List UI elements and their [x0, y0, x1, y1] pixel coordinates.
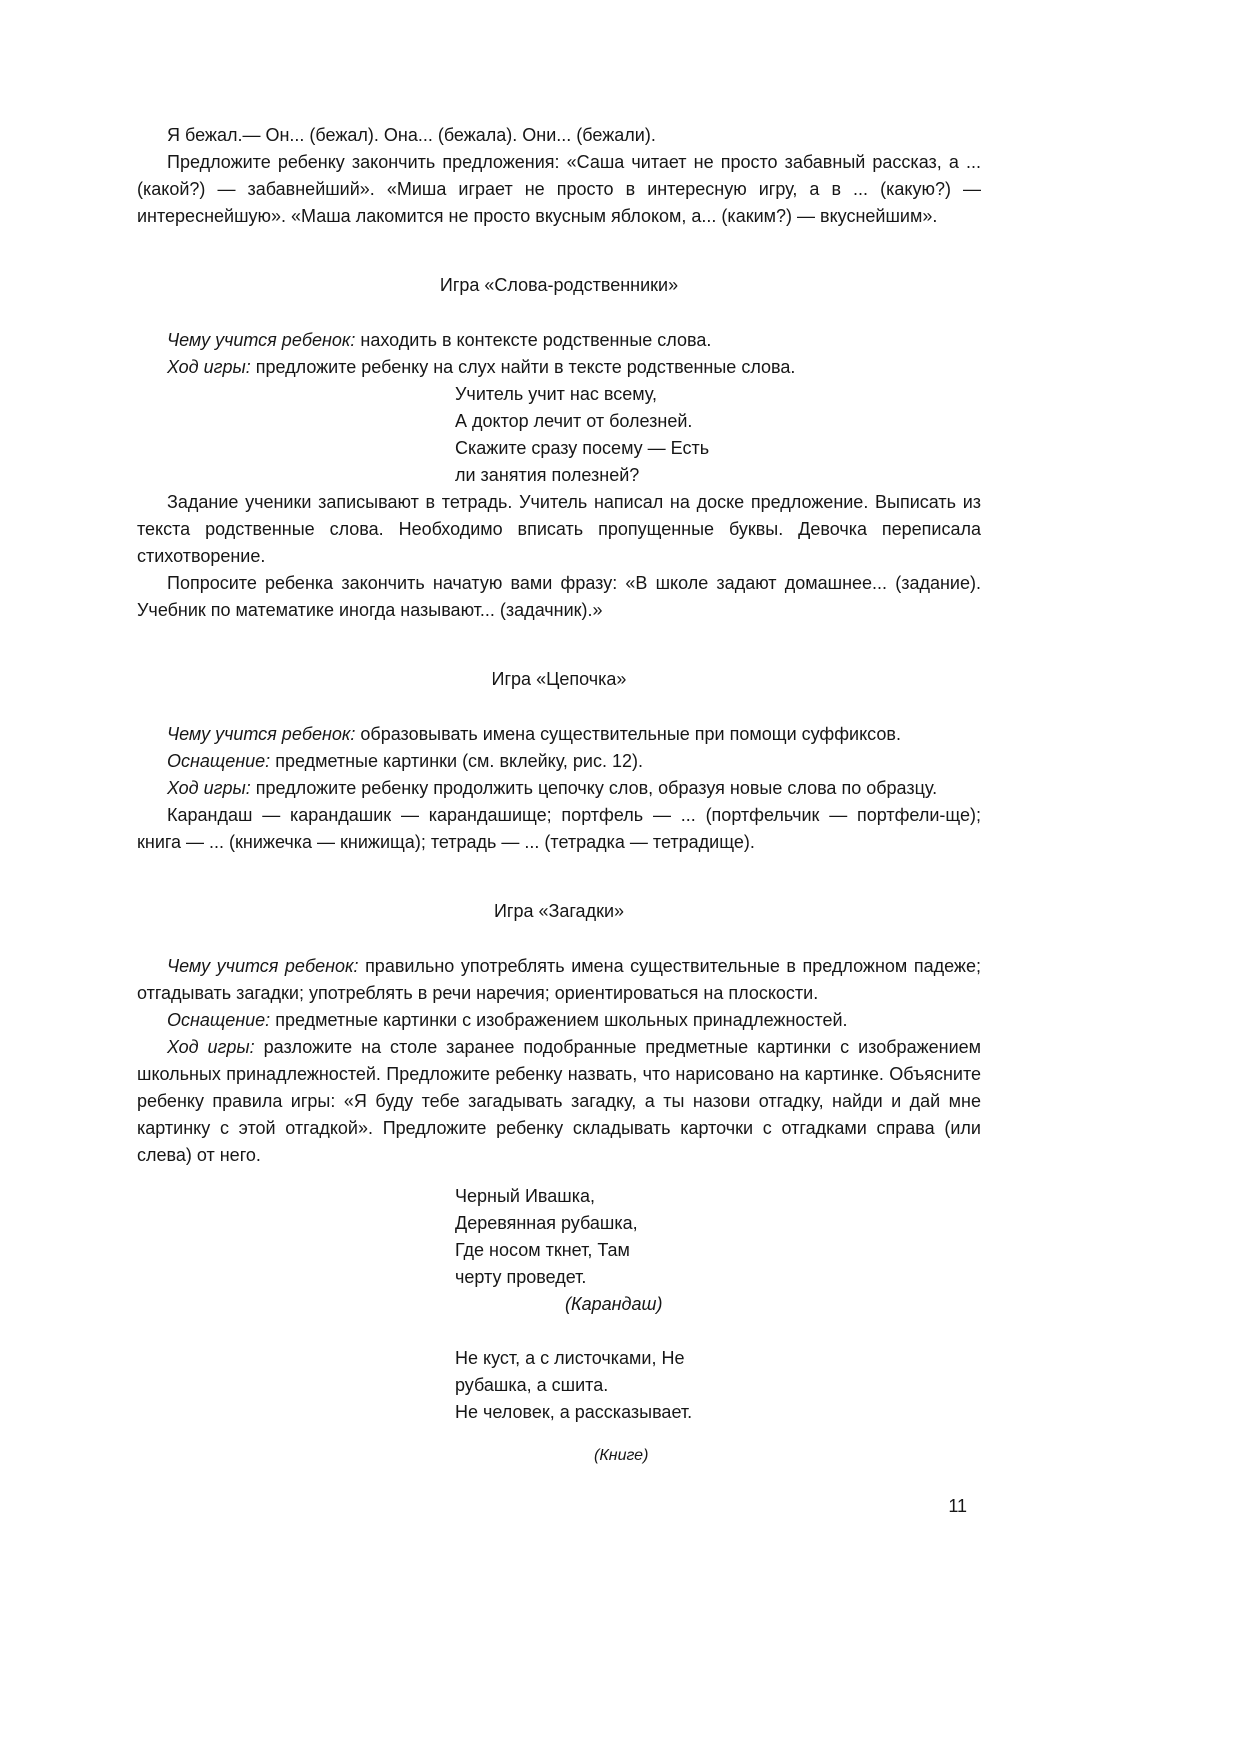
- game3-equip-text: предметные картинки с изображением школьных принадлежностей.: [275, 1010, 848, 1030]
- riddle-line: рубашка, а сшита.: [455, 1375, 609, 1395]
- page-number: 11: [948, 1496, 967, 1516]
- game1-paragraph-1: Задание ученики записывают в тетрадь. Учитель написал на доске предложение. Выписать из текста родственные слова. Необходимо вписать пропущенные буквы. Девочка переписала стихотворение.: [137, 492, 981, 566]
- game2-paragraph-1: Карандаш — карандашик — карандашище; портфель — ... (портфельчик — портфели-ще); книга — ... (книжечка — книжища); тетрадь — ... (тетрадка — тетрадище).: [137, 805, 981, 852]
- intro-paragraph-1: Я бежал.— Он... (бежал). Она... (бежала). Они... (бежали).: [167, 125, 656, 145]
- riddle-line: черту проведет.: [455, 1267, 587, 1287]
- riddle-1: [455, 1183, 981, 1291]
- game3-play-label: Ход игры:: [167, 1037, 255, 1057]
- riddle-1-answer: (Карандаш): [565, 1294, 663, 1314]
- verse-line: Скажите сразу посему — Есть: [455, 438, 710, 458]
- game2-equip-text: предметные картинки (см. вклейку, рис. 12).: [275, 751, 644, 771]
- game2-title: Игра «Цепочка»: [491, 669, 627, 689]
- game1-paragraph-2: Попросите ребенка закончить начатую вами фразу: «В школе задают домашнее... (задание). Учебник по математике иногда называют... (задачник).»: [137, 573, 981, 620]
- game1-play-text: предложите ребенку на слух найти в тексте родственные слова.: [255, 357, 796, 377]
- game1-learn-label: Чему учится ребенок:: [167, 330, 356, 350]
- riddle-line: Не человек, а рассказывает.: [455, 1402, 693, 1422]
- game2-equip-line: [137, 748, 981, 775]
- riddle-line: Где носом ткнет, Там: [455, 1240, 630, 1260]
- game3-learn-line: [137, 953, 981, 1007]
- riddle-2: [455, 1345, 981, 1426]
- game3-learn-text: правильно употреблять имена существительные в предложном падеже; отгадывать загадки; употреблять в речи наречия; ориентироваться на плоскости.: [137, 956, 981, 1003]
- verse-line: Учитель учит нас всему,: [455, 384, 657, 404]
- riddle-2-answer: (Книге): [594, 1447, 649, 1464]
- game2-learn-label: Чему учится ребенок:: [167, 724, 356, 744]
- verse-line: А доктор лечит от болезней.: [455, 411, 693, 431]
- game2-learn-text: образовывать имена существительные при помощи суффиксов.: [360, 724, 901, 744]
- game1-learn-line: [137, 327, 981, 354]
- game1-title: Игра «Слова-родственники»: [439, 275, 679, 295]
- game1-play-line: [137, 354, 981, 381]
- game3-equip-label: Оснащение:: [167, 1010, 271, 1030]
- game2-play-line: [137, 775, 981, 802]
- game1-learn-text: находить в контексте родственные слова.: [360, 330, 712, 350]
- game1-verse: [455, 381, 981, 489]
- game3-play-line: [137, 1034, 981, 1169]
- game3-title: Игра «Загадки»: [493, 901, 625, 921]
- game1-play-label: Ход игры:: [167, 357, 251, 377]
- riddle-line: Деревянная рубашка,: [455, 1213, 638, 1233]
- game3-equip-line: [137, 1007, 981, 1034]
- intro-paragraph-2: Предложите ребенку закончить предложения: «Саша читает не просто забавный рассказ, а ... (какой?) — забавнейший». «Миша играет не просто в интересную игру, а в ... (какую?) — интереснейшую». «Маша лакомится не просто вкусным яблоком, а... (каким?) — вкуснейшим».: [137, 152, 981, 226]
- game2-learn-line: [137, 721, 981, 748]
- game2-play-label: Ход игры:: [167, 778, 251, 798]
- game2-equip-label: Оснащение:: [167, 751, 271, 771]
- riddle-line: Не куст, а с листочками, Не: [455, 1348, 685, 1368]
- verse-line: ли занятия полезней?: [455, 465, 640, 485]
- game3-learn-label: Чему учится ребенок:: [167, 956, 359, 976]
- riddle-line: Черный Ивашка,: [455, 1186, 595, 1206]
- game2-play-text: предложите ребенку продолжить цепочку слов, образуя новые слова по образцу.: [255, 778, 938, 798]
- game3-play-text: разложите на столе заранее подобранные предметные картинки с изображением школьных принадлежностей. Предложите ребенку назвать, что нарисовано на картинке. Объясните ребенку правила игры: «Я буду тебе загадывать загадку, а ты назови отгадку, найди и дай мне картинку с этой отгадкой». Предложите ребенку складывать карточки с отгадками справа (или слева) от него.: [137, 1037, 982, 1165]
